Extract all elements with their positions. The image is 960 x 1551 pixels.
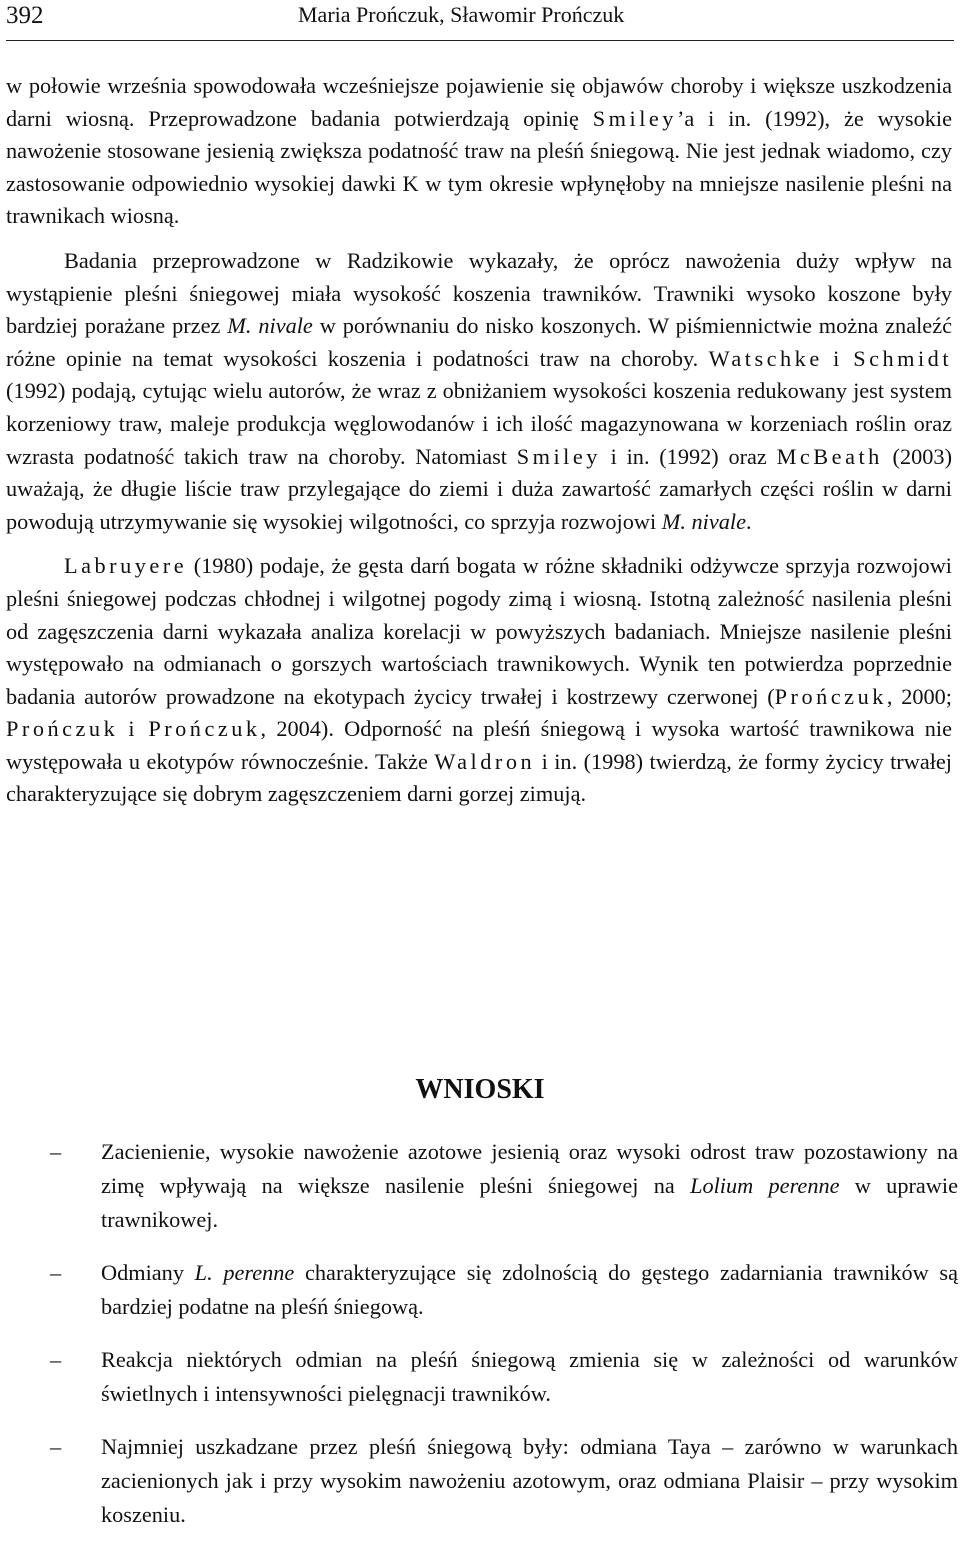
text-run: charakteryzujące się zdolnością do gęstego zadarniania trawników są bardziej podatne na pleśń śniegową. [101,1260,958,1319]
text-run: , 2004). Odporność na pleśń śniegową i wysoka wartość trawnikowa nie występowała u ekotypów równocześnie. Także [6,716,952,774]
text-run: i in. (1998) twierdzą, że formy życicy trwałej charakteryzujące się dobrym zagęszczeniem darni gorzej zimują. [6,748,952,807]
list-item [6,1135,958,1237]
author-name: Prończuk [774,683,887,709]
text-run: i in. (1992) oraz [600,443,777,469]
text-run: w porównaniu do nisko koszonych. W piśmiennictwie można znaleźć różne opinie na temat wysokości koszenia i podatności traw na choroby. [6,313,952,371]
text-run: , 2000; [886,683,953,709]
text-run: (1992) podają, cytując wielu autorów, że wraz z obniżaniem wysokości koszenia redukowany jest system korzeniowy traw, maleje produkcja węglowodanów i ich ilość magazynowana w korzeniach roślin oraz wzrasta podatność takich traw na choroby. Natomiast [6,378,952,469]
list-dash: – [50,1139,62,1164]
paragraph-2 [6,245,952,538]
author-name: Waldron [434,748,536,774]
list-dash: – [50,1434,62,1459]
text-run: w połowie września spowodowała wcześniejsze pojawienie się objawów choroby i większe uszkodzenia darni wiosną. Przeprowadzone badania potwierdzają opinię [6,73,952,131]
conjunction: i [128,716,139,742]
text-run: Odmiany [101,1260,195,1285]
running-head: Maria Prończuk, Sławomir Prończuk [298,2,625,27]
page-number: 392 [6,2,44,29]
conclusions-list [6,1135,958,1551]
author-name: McBeath [776,443,883,469]
species-name: Lolium perenne [690,1173,840,1198]
conjunction: i [833,345,843,371]
species-name: M. nivale [227,313,313,339]
author-name: Labruyere [64,553,188,579]
page-header [6,0,954,41]
author-name: Smiley [592,105,677,131]
text-run: . [745,508,752,534]
paragraph-1 [6,70,952,233]
paragraph-3 [6,550,952,811]
author-name: Smiley [516,443,601,469]
text-run: ’a i in. (1992), że wysokie nawożenie stosowane jesienią zwiększa podatność traw na pleśń śniegową. Nie jest jednak wiadomo, czy zastosowanie odpowiednio wysokiej dawki K w tym okresie wpłynęłoby na mniejsze nasilenie pleśni na trawnikach wiosną. [6,105,953,229]
text-run: Reakcja niektórych odmian na pleśń śniegową zmienia się w zależności od warunków świetlnych i intensywności pielęgnacji trawników. [101,1347,958,1406]
text-run: (1980) podaje, że gęsta darń bogata w różne składniki odżywcze sprzyja rozwojowi pleśni śniegowej podczas chłodnej i wilgotnej pogody zimą i wiosną. Istotną zależność nasilenia pleśni od zagęszczenia darni wykazała analiza korelacji w powyższych badaniach. Mniejsze nasilenie pleśni występowało na odmianach o gorszych wartościach trawnikowych. Wynik ten potwierdza poprzednie badania autorów prowadzone na ekotypach życicy trwałej i kostrzewy czerwonej ( [6,553,952,709]
author-name: Watschke [708,345,823,371]
list-dash: – [50,1347,62,1372]
text-run: Najmniej uszkadzane przez pleśń śniegową były: odmiana Taya – zarówno w warunkach zacienionych jak i przy wysokim nawożeniu azotowym, oraz odmiana Plaisir – przy wysokim koszeniu. [101,1434,958,1527]
list-item [6,1430,958,1532]
list-item [6,1256,958,1324]
list-dash: – [50,1260,62,1285]
text-run: w uprawie trawnikowej. [101,1173,958,1232]
species-name: L. perenne [194,1260,295,1285]
author-name: Prończuk [148,716,261,742]
author-name: Prończuk [6,716,119,742]
species-name: M. nivale [661,508,746,534]
author-name: Schmidt [853,345,953,371]
body-text [6,70,952,823]
text-run: Badania przeprowadzone w Radzikowie wykazały, że oprócz nawożenia duży wpływ na wystąpienie pleśni śniegowej miała wysokość koszenia trawników. Trawniki wysoko koszone były bardziej porażane przez [6,247,952,339]
text-run: Zacienienie, wysokie nawożenie azotowe jesienią oraz wysoki odrost traw pozostawiony na zimę wpływają na większe nasilenie pleśni śniegowej na [101,1139,958,1198]
section-heading: WNIOSKI [415,1074,545,1105]
text-run: (2003) uważają, że długie liście traw przylegające do ziemi i duża zawartość zamarłych części roślin w darni powodują utrzymywanie się wysokiej wilgotności, co sprzyja rozwojowi [6,443,953,534]
list-item [6,1343,958,1411]
